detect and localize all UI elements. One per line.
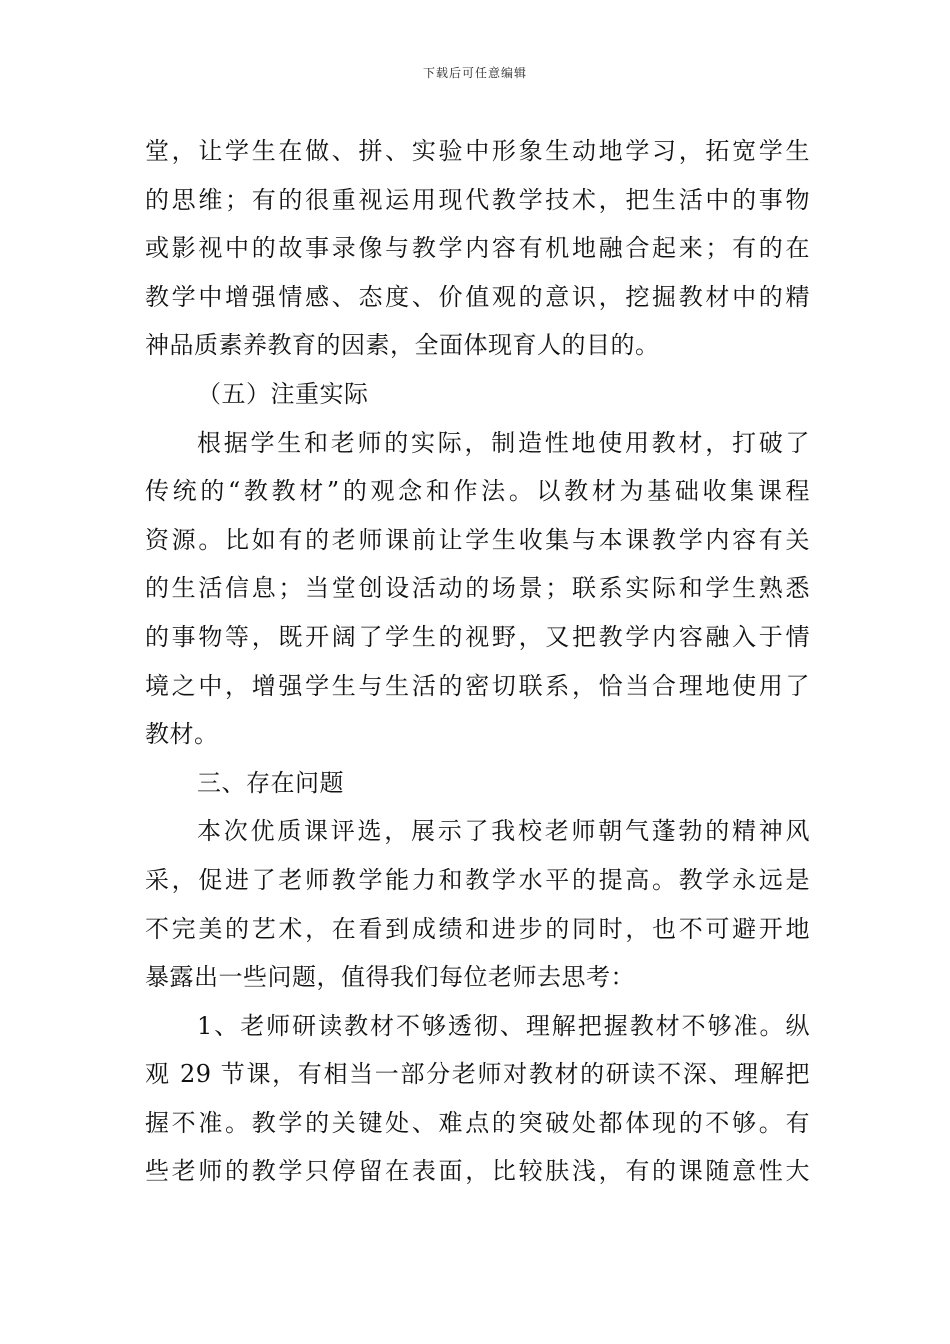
text-line: 采，促进了老师教学能力和教学水平的提高。教学永远是 [145,865,810,894]
text-line: 或影视中的故事录像与教学内容有机地融合起来；有的在 [145,234,810,263]
text-line: 本次优质课评选，展示了我校老师朝气蓬勃的精神风 [197,817,810,846]
page-header: 下载后可任意编辑 [422,66,527,80]
text-line: 教学中增强情感、态度、价值观的意识，挖掘教材中的精 [145,282,810,311]
text-line: 的思维；有的很重视运用现代教学技术，把生活中的事物 [145,185,810,214]
text-line: 境之中，增强学生与生活的密切联系，恰当合理地使用了 [145,671,810,700]
text-line: 的生活信息；当堂创设活动的场景；联系实际和学生熟悉 [145,574,810,603]
text-line: 的事物等，既开阔了学生的视野，又把教学内容融入于情 [145,622,810,651]
text-line: 不完美的艺术，在看到成绩和进步的同时，也不可避开地 [145,914,810,943]
text-line: 1、老师研读教材不够透彻、理解把握教材不够准。纵 [197,1011,810,1040]
document-body [145,127,810,1196]
text-line: 握不准。教学的关键处、难点的突破处都体现的不够。有 [145,1108,810,1137]
text-line: 根据学生和老师的实际，制造性地使用教材，打破了 [197,428,810,457]
text-line: 神品质素养教育的因素，全面体现育人的目的。 [145,331,660,360]
text-line: 传统的“教教材”的观念和作法。以教材为基础收集课程 [145,477,810,506]
text-line: 暴露出一些问题，值得我们每位老师去思考： [145,963,635,992]
text-line: 教材。 [145,720,219,749]
text-line: 些老师的教学只停留在表面，比较肤浅，有的课随意性大 [145,1157,810,1186]
text-line: 资源。比如有的老师课前让学生收集与本课教学内容有关 [145,525,810,554]
text-line: 堂，让学生在做、拼、实验中形象生动地学习，拓宽学生 [145,137,810,165]
text-line: 观 29 节课，有相当一部分老师对教材的研读不深、理解把 [145,1060,810,1089]
section-heading: （五）注重实际 [197,379,369,408]
section-heading: 三、存在问题 [197,768,344,797]
